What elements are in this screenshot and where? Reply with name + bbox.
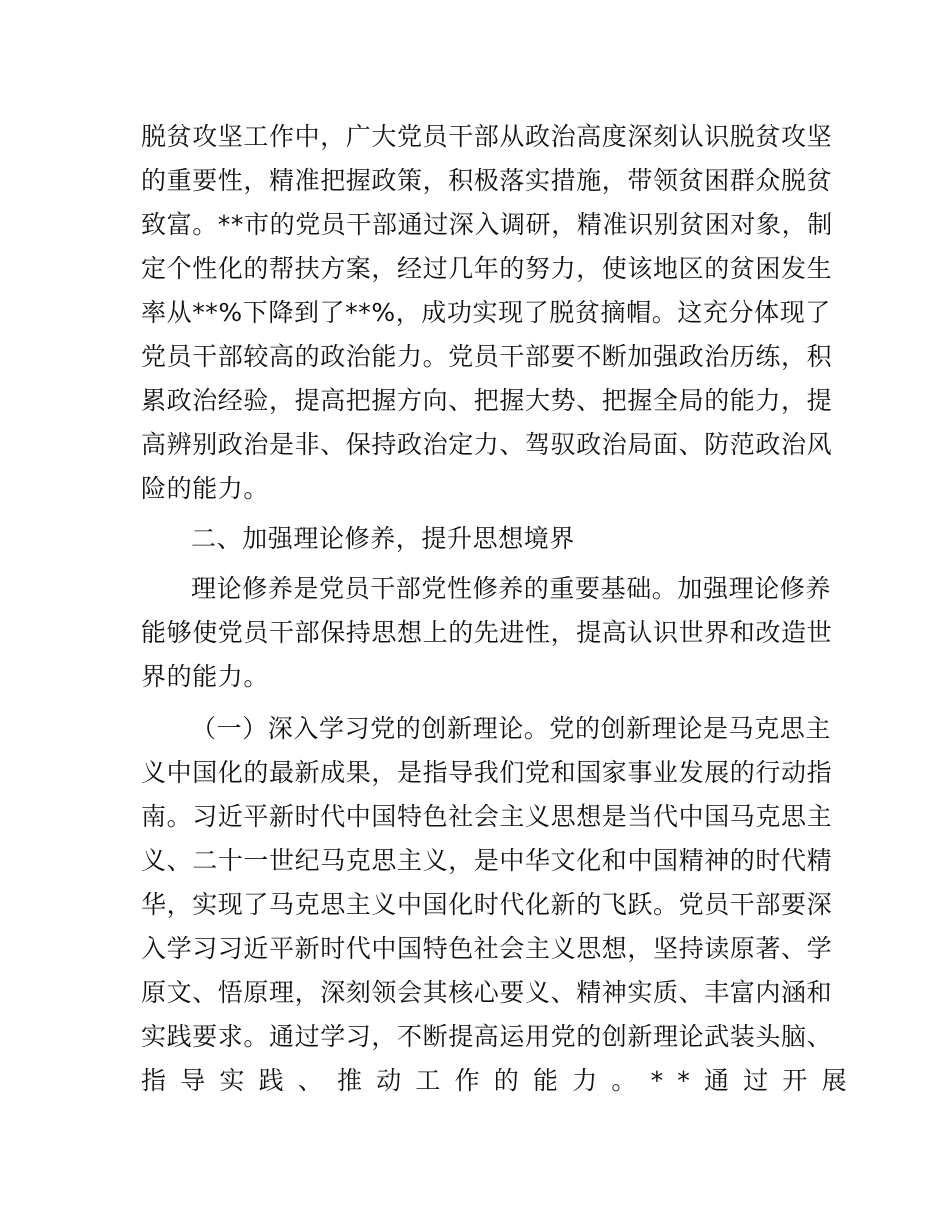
- paragraph-first-line: （一）深入学习党的创新理论。党的创新理论是马克思主: [191, 714, 832, 743]
- text-line: 高辨别政治是非、保持政治定力、驾驭政治局面、防范政治风: [141, 430, 833, 459]
- text-line: 致富。**市的党员干部通过深入调研，精准识别贫困对象，制: [141, 210, 833, 239]
- text-line: 入学习习近平新时代中国特色社会主义思想，坚持读原著、学: [141, 934, 833, 963]
- text-line: 界的能力。: [141, 662, 270, 691]
- text-line: 原文、悟原理，深刻领会其核心要义、精神实质、丰富内涵和: [141, 978, 833, 1007]
- text-line: 义中国化的最新成果，是指导我们党和国家事业发展的行动指: [141, 758, 833, 787]
- text-line: 率从**%下降到了**%，成功实现了脱贫摘帽。这充分体现了: [141, 298, 831, 327]
- text-line: 指导实践、推动工作的能力。**通过开展: [141, 1066, 861, 1095]
- text-line: 定个性化的帮扶方案，经过几年的努力，使该地区的贫困发生: [141, 254, 833, 283]
- text-line: 能够使党员干部保持思想上的先进性，提高认识世界和改造世: [141, 618, 833, 647]
- text-line: 义、二十一世纪马克思主义，是中华文化和中国精神的时代精: [141, 846, 833, 875]
- text-line: 南。习近平新时代中国特色社会主义思想是当代中国马克思主: [141, 802, 833, 831]
- paragraph-first-line: 理论修养是党员干部党性修养的重要基础。加强理论修养: [191, 574, 832, 603]
- text-line: 党员干部较高的政治能力。党员干部要不断加强政治历练，积: [141, 342, 833, 371]
- text-line: 华，实现了马克思主义中国化时代化新的飞跃。党员干部要深: [141, 890, 833, 919]
- text-line: 的重要性，精准把握政策，积极落实措施，带领贫困群众脱贫: [141, 166, 833, 195]
- text-line: 脱贫攻坚工作中，广大党员干部从政治高度深刻认识脱贫攻坚: [141, 122, 833, 151]
- text-line: 累政治经验，提高把握方向、把握大势、把握全局的能力，提: [141, 386, 833, 415]
- text-line: 险的能力。: [141, 474, 270, 503]
- text-line: 实践要求。通过学习，不断提高运用党的创新理论武装头脑、: [141, 1022, 833, 1051]
- section-heading: 二、加强理论修养，提升思想境界: [191, 524, 576, 553]
